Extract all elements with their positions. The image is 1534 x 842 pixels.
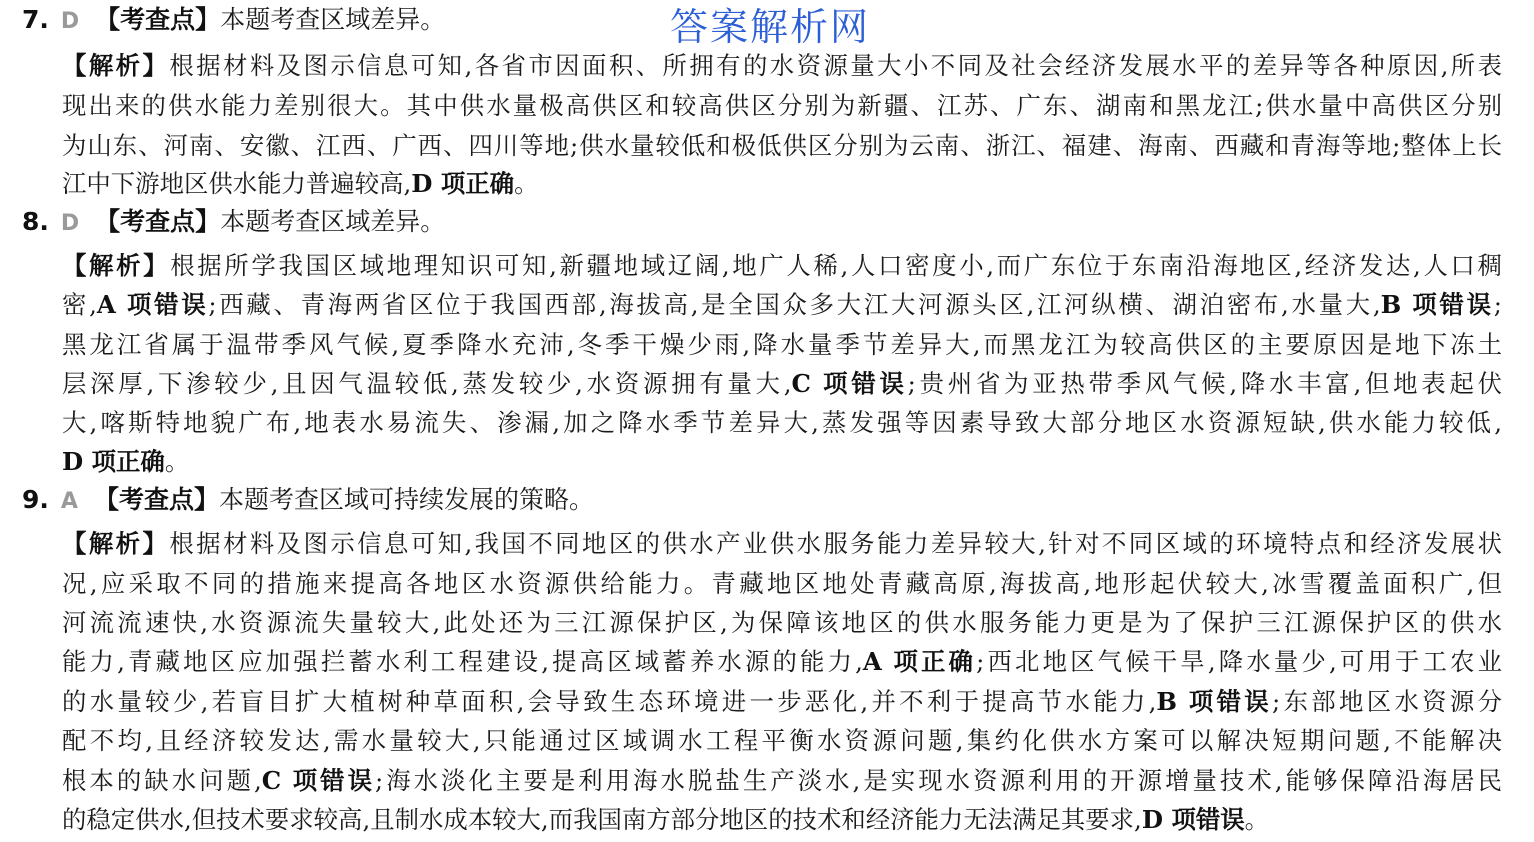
text-segment: 大,喀斯特地貌广布,地表水易流失、渗漏,加之降水季节差异大,蒸发强等因素导致大部分地区水资源短缺,供水能力较低, — [62, 408, 1502, 437]
analysis-line — [62, 403, 1502, 443]
analysis-line — [62, 364, 1502, 404]
analysis-line — [62, 642, 1502, 682]
text-segment: 配不均,且经济较发达,需水量较大,只能通过区域调水工程平衡水资源问题,集约化供水方案可以解决短期问题,不能解决 — [62, 726, 1502, 755]
analysis-line — [62, 246, 1502, 286]
text-segment: 现出来的供水能力差别很大。其中供水量极高供区和较高供区分别为新疆、江苏、广东、湖南和黑龙江;供水量中高供区分别 — [62, 91, 1502, 120]
text-segment: 。 — [514, 169, 539, 198]
text-segment: 况,应采取不同的措施来提高各地区水资源供给能力。青藏地区地处青藏高原,海拔高,地形起伏较大,冰雪覆盖面积广,但 — [62, 569, 1502, 598]
text-segment: 黑龙江省属于温带季风气候,夏季降水充沛,冬季干燥少雨,降水量季节差异大,而黑龙江为较高供区的主要原因是地下冻土 — [62, 330, 1502, 359]
analysis-line — [62, 682, 1502, 722]
text-segment: ;西北地区气候干旱,降水量少,可用于工农业 — [976, 647, 1502, 676]
analysis-line — [62, 164, 1502, 204]
option-verdict: D 项错误 — [1141, 805, 1245, 834]
analysis-line — [62, 442, 1502, 482]
text-segment: ;海水淡化主要是利用海水脱盐生产淡水,是实现水资源利用的开源增量技术,能够保障沿海居民 — [375, 766, 1502, 795]
text-segment: 江中下游地区供水能力普遍较高, — [62, 169, 412, 198]
analysis-line — [62, 603, 1502, 643]
analysis-line — [62, 325, 1502, 365]
text-segment: ;贵州省为亚热带季风气候,降水丰富,但地表起伏 — [907, 369, 1502, 398]
text-segment: 为山东、河南、安徽、江西、广西、四川等地;供水量较低和极低供区分别为云南、浙江、福建、海南、西藏和青海等地;整体上长 — [62, 131, 1502, 160]
option-verdict: C 项错误 — [261, 766, 375, 795]
text-segment: 根据材料及图示信息可知,各省市因面积、所拥有的水资源量大小不同及社会经济发展水平的差异等各种原因,所表 — [169, 51, 1502, 80]
option-verdict: A 项错误 — [96, 290, 209, 319]
analysis-line — [62, 800, 1502, 840]
text-segment: 层深厚,下渗较少,且因气温较低,蒸发较少,水资源拥有量大, — [62, 369, 792, 398]
text-segment: ;西藏、青海两省区位于我国西部,海拔高,是全国众多大江大河源头区,江河纵横、湖泊密布,水量大, — [208, 290, 1381, 319]
text-segment: 河流流速快,水资源流失量较大,此处还为三江源保护区,为保障该地区的供水服务能力更是为了保护三江源保护区的供水 — [62, 608, 1502, 637]
topic-text: 本题考查区域差异。 — [220, 5, 446, 34]
text-segment: 。 — [1244, 805, 1270, 834]
analysis-label: 【解析】 — [62, 529, 170, 558]
text-segment: 的水量较少,若盲目扩大植树种草面积,会导致生态环境进一步恶化,并不利于提高节水能力, — [62, 687, 1157, 716]
text-segment: 密, — [62, 290, 97, 319]
topic-text: 本题考查区域差异。 — [220, 207, 446, 236]
question-header — [22, 2, 445, 38]
text-segment: 。 — [164, 447, 190, 476]
analysis-line — [62, 721, 1502, 761]
text-segment: 根本的缺水问题, — [62, 766, 262, 795]
option-verdict: B 项错误 — [1156, 687, 1273, 716]
option-verdict: B 项错误 — [1380, 290, 1494, 319]
analysis-line — [62, 285, 1502, 325]
option-verdict: D 项正确 — [62, 447, 165, 476]
question-header — [22, 204, 445, 240]
answer-letter: A — [60, 489, 78, 514]
analysis-line — [62, 126, 1502, 166]
analysis-label: 【解析】 — [62, 251, 171, 280]
analysis-label: 【解析】 — [62, 51, 170, 80]
text-segment: ;东部地区水资源分 — [1272, 687, 1502, 716]
topic-label: 【考查点】 — [93, 485, 219, 514]
question-number: 7. — [22, 5, 49, 34]
option-verdict: D 项正确 — [411, 169, 515, 198]
question-number: 8. — [22, 207, 49, 236]
answer-letter: D — [60, 9, 80, 34]
text-segment: 根据材料及图示信息可知,我国不同地区的供水产业供水服务能力差异较大,针对不同区域的环境特点和经济发展状 — [169, 529, 1502, 558]
analysis-line — [62, 86, 1502, 126]
analysis-line — [62, 524, 1502, 564]
text-segment: 能力,青藏地区应加强拦蓄水利工程建设,提高区域蓄养水源的能力, — [62, 647, 863, 676]
option-verdict: A 项正确 — [862, 647, 977, 676]
topic-label: 【考查点】 — [95, 5, 221, 34]
question-header — [22, 482, 594, 518]
text-segment: ; — [1493, 290, 1502, 319]
analysis-line — [62, 761, 1502, 801]
watermark-logo: 答案解析网 — [670, 5, 871, 49]
question-number: 9. — [22, 485, 49, 514]
answer-letter: D — [60, 211, 80, 236]
topic-text: 本题考查区域可持续发展的策略。 — [218, 485, 594, 514]
topic-label: 【考查点】 — [95, 207, 221, 236]
text-segment: 的稳定供水,但技术要求较高,且制水成本较大,而我国南方部分地区的技术和经济能力无法满足其要求, — [62, 805, 1142, 834]
text-segment: 根据所学我国区域地理知识可知,新疆地域辽阔,地广人稀,人口密度小,而广东位于东南沿海地区,经济发达,人口稠 — [170, 251, 1502, 280]
analysis-line — [62, 46, 1502, 86]
analysis-line — [62, 564, 1502, 604]
option-verdict: C 项错误 — [791, 369, 908, 398]
